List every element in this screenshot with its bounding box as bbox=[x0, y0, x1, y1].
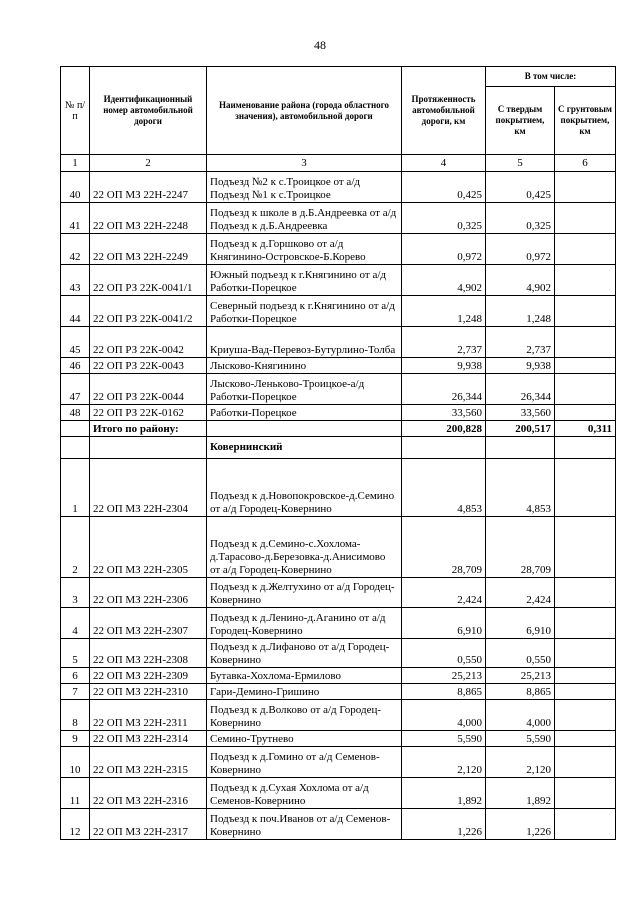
row-number: 2 bbox=[61, 517, 90, 578]
road-name: Подъезд №2 к с.Троицкое от а/д Подъезд №1 к с.Троицкое bbox=[207, 172, 402, 203]
table-row bbox=[61, 234, 616, 265]
road-id: 22 ОП РЗ 22К-0041/2 bbox=[90, 296, 207, 327]
total-empty-cell bbox=[61, 421, 90, 437]
road-name: Работки-Порецкое bbox=[207, 405, 402, 421]
road-id: 22 ОП МЗ 22Н-2248 bbox=[90, 203, 207, 234]
road-length: 2,737 bbox=[402, 327, 486, 358]
district-empty-cell bbox=[90, 437, 207, 459]
table-row bbox=[61, 374, 616, 405]
row-number: 45 bbox=[61, 327, 90, 358]
road-id: 22 ОП МЗ 22Н-2247 bbox=[90, 172, 207, 203]
hard-surface-length: 5,590 bbox=[486, 731, 555, 747]
table-row bbox=[61, 517, 616, 578]
road-id: 22 ОП МЗ 22Н-2310 bbox=[90, 684, 207, 700]
row-number: 6 bbox=[61, 668, 90, 684]
road-length: 26,344 bbox=[402, 374, 486, 405]
road-length: 6,910 bbox=[402, 608, 486, 639]
road-id: 22 ОП МЗ 22Н-2309 bbox=[90, 668, 207, 684]
road-id: 22 ОП РЗ 22К-0042 bbox=[90, 327, 207, 358]
road-name: Подъезд к д.Семино-с.Хохлома-д.Тарасово-д.Березовка-д.Анисимово от а/д Городец-Ковернино bbox=[207, 517, 402, 578]
table-row bbox=[61, 809, 616, 840]
hard-surface-length: 4,000 bbox=[486, 700, 555, 731]
row-number: 8 bbox=[61, 700, 90, 731]
row-number: 44 bbox=[61, 296, 90, 327]
road-name: Северный подъезд к г.Княгинино от а/д Работки-Порецкое bbox=[207, 296, 402, 327]
road-id: 22 ОП МЗ 22Н-2317 bbox=[90, 809, 207, 840]
road-length: 5,590 bbox=[402, 731, 486, 747]
column-number: 2 bbox=[90, 155, 207, 172]
row-number: 9 bbox=[61, 731, 90, 747]
dirt-surface-length bbox=[555, 778, 616, 809]
row-number: 42 bbox=[61, 234, 90, 265]
district-empty-cell bbox=[61, 437, 90, 459]
col-header-hard: С твердым покрытием, км bbox=[486, 87, 555, 155]
table-row bbox=[61, 684, 616, 700]
col-header-id: Идентификационный номер автомобильной дороги bbox=[90, 67, 207, 155]
road-id: 22 ОП РЗ 22К-0043 bbox=[90, 358, 207, 374]
hard-surface-length: 25,213 bbox=[486, 668, 555, 684]
row-number: 43 bbox=[61, 265, 90, 296]
hard-surface-length: 28,709 bbox=[486, 517, 555, 578]
table-row bbox=[61, 265, 616, 296]
hard-surface-length: 2,737 bbox=[486, 327, 555, 358]
road-name: Бутавка-Хохлома-Ермилово bbox=[207, 668, 402, 684]
dirt-surface-length bbox=[555, 578, 616, 608]
hard-surface-length: 4,853 bbox=[486, 459, 555, 517]
hard-surface-length: 1,892 bbox=[486, 778, 555, 809]
road-name: Гари-Демино-Гришино bbox=[207, 684, 402, 700]
row-number: 48 bbox=[61, 405, 90, 421]
column-number-row bbox=[61, 155, 616, 172]
row-number: 4 bbox=[61, 608, 90, 639]
road-name: Южный подъезд к г.Княгинино от а/д Работки-Порецкое bbox=[207, 265, 402, 296]
road-id: 22 ОП РЗ 22К-0162 bbox=[90, 405, 207, 421]
table-row bbox=[61, 639, 616, 668]
dirt-surface-length bbox=[555, 517, 616, 578]
road-id: 22 ОП МЗ 22Н-2311 bbox=[90, 700, 207, 731]
dirt-surface-length bbox=[555, 700, 616, 731]
dirt-surface-length bbox=[555, 374, 616, 405]
hard-surface-length: 2,424 bbox=[486, 578, 555, 608]
row-number: 40 bbox=[61, 172, 90, 203]
dirt-surface-length bbox=[555, 327, 616, 358]
dirt-surface-length bbox=[555, 684, 616, 700]
dirt-surface-length bbox=[555, 296, 616, 327]
hard-surface-length: 1,248 bbox=[486, 296, 555, 327]
hard-surface-length: 9,938 bbox=[486, 358, 555, 374]
road-name: Подъезд к поч.Иванов от а/д Семенов-Ковернино bbox=[207, 809, 402, 840]
road-length: 0,972 bbox=[402, 234, 486, 265]
dirt-surface-length bbox=[555, 608, 616, 639]
table-row bbox=[61, 296, 616, 327]
road-name: Подъезд к д.Сухая Хохлома от а/д Семенов-Ковернино bbox=[207, 778, 402, 809]
road-length: 9,938 bbox=[402, 358, 486, 374]
table-row bbox=[61, 358, 616, 374]
table-row bbox=[61, 778, 616, 809]
row-number: 47 bbox=[61, 374, 90, 405]
road-length: 1,248 bbox=[402, 296, 486, 327]
col-header-num: № п/п bbox=[61, 67, 90, 155]
table-row bbox=[61, 731, 616, 747]
road-length: 33,560 bbox=[402, 405, 486, 421]
dirt-surface-length bbox=[555, 731, 616, 747]
row-number: 46 bbox=[61, 358, 90, 374]
district-row bbox=[61, 437, 616, 459]
district-empty-cell bbox=[402, 437, 486, 459]
row-number: 3 bbox=[61, 578, 90, 608]
road-length: 2,424 bbox=[402, 578, 486, 608]
road-length: 28,709 bbox=[402, 517, 486, 578]
road-id: 22 ОП МЗ 22Н-2308 bbox=[90, 639, 207, 668]
road-name: Семино-Трутнево bbox=[207, 731, 402, 747]
road-id: 22 ОП МЗ 22Н-2304 bbox=[90, 459, 207, 517]
district-empty-cell bbox=[555, 437, 616, 459]
row-number: 1 bbox=[61, 459, 90, 517]
dirt-surface-length bbox=[555, 172, 616, 203]
road-length: 4,000 bbox=[402, 700, 486, 731]
road-id: 22 ОП МЗ 22Н-2307 bbox=[90, 608, 207, 639]
hard-surface-length: 0,972 bbox=[486, 234, 555, 265]
road-name: Подъезд к д.Волково от а/д Городец-Ковернино bbox=[207, 700, 402, 731]
dirt-surface-length bbox=[555, 668, 616, 684]
table-row bbox=[61, 459, 616, 517]
road-length: 1,892 bbox=[402, 778, 486, 809]
dirt-surface-length bbox=[555, 203, 616, 234]
dirt-surface-length bbox=[555, 747, 616, 778]
district-empty-cell bbox=[486, 437, 555, 459]
table-row bbox=[61, 172, 616, 203]
page-number: 48 bbox=[314, 38, 326, 52]
row-number: 12 bbox=[61, 809, 90, 840]
row-number: 41 bbox=[61, 203, 90, 234]
dirt-surface-length bbox=[555, 639, 616, 668]
table-row bbox=[61, 668, 616, 684]
dirt-surface-length bbox=[555, 358, 616, 374]
table-row bbox=[61, 578, 616, 608]
road-length: 1,226 bbox=[402, 809, 486, 840]
road-id: 22 ОП МЗ 22Н-2305 bbox=[90, 517, 207, 578]
dirt-surface-length bbox=[555, 459, 616, 517]
road-name: Лысково-Княгинино bbox=[207, 358, 402, 374]
roads-table bbox=[60, 66, 616, 840]
table-row bbox=[61, 700, 616, 731]
hard-surface-length: 26,344 bbox=[486, 374, 555, 405]
road-length: 25,213 bbox=[402, 668, 486, 684]
col-header-length: Протяженность автомобильной дороги, км bbox=[402, 67, 486, 155]
column-number: 5 bbox=[486, 155, 555, 172]
dirt-surface-length bbox=[555, 809, 616, 840]
road-length: 8,865 bbox=[402, 684, 486, 700]
road-name: Подъезд к д.Желтухино от а/д Городец-Ковернино bbox=[207, 578, 402, 608]
column-number: 6 bbox=[555, 155, 616, 172]
col-header-including: В том числе: bbox=[486, 67, 616, 87]
road-id: 22 ОП РЗ 22К-0041/1 bbox=[90, 265, 207, 296]
total-empty-cell bbox=[207, 421, 402, 437]
road-length: 0,425 bbox=[402, 172, 486, 203]
row-number: 10 bbox=[61, 747, 90, 778]
hard-surface-length: 0,425 bbox=[486, 172, 555, 203]
row-number: 7 bbox=[61, 684, 90, 700]
road-length: 2,120 bbox=[402, 747, 486, 778]
road-length: 0,550 bbox=[402, 639, 486, 668]
col-header-name: Наименование района (города областного значения), автомобильной дороги bbox=[207, 67, 402, 155]
total-row bbox=[61, 421, 616, 437]
total-label: Итого по району: bbox=[90, 421, 207, 437]
road-name: Подъезд к д.Ленино-д.Аганино от а/д Городец-Ковернино bbox=[207, 608, 402, 639]
hard-surface-length: 2,120 bbox=[486, 747, 555, 778]
dirt-surface-length bbox=[555, 405, 616, 421]
road-id: 22 ОП МЗ 22Н-2315 bbox=[90, 747, 207, 778]
road-name: Лысково-Ленькoво-Троицкое-а/д Работки-Порецкое bbox=[207, 374, 402, 405]
hard-surface-length: 0,550 bbox=[486, 639, 555, 668]
hard-surface-length: 1,226 bbox=[486, 809, 555, 840]
road-length: 0,325 bbox=[402, 203, 486, 234]
dirt-surface-length bbox=[555, 234, 616, 265]
hard-surface-length: 4,902 bbox=[486, 265, 555, 296]
road-id: 22 ОП МЗ 22Н-2316 bbox=[90, 778, 207, 809]
column-number: 1 bbox=[61, 155, 90, 172]
table-row bbox=[61, 608, 616, 639]
hard-surface-length: 6,910 bbox=[486, 608, 555, 639]
road-length: 4,902 bbox=[402, 265, 486, 296]
column-number: 4 bbox=[402, 155, 486, 172]
road-name: Подъезд к школе в д.Б.Андреевка от а/д Подъезд к д.Б.Андреевка bbox=[207, 203, 402, 234]
table-row bbox=[61, 203, 616, 234]
hard-surface-length: 0,325 bbox=[486, 203, 555, 234]
total-hard: 200,517 bbox=[486, 421, 555, 437]
road-id: 22 ОП МЗ 22Н-2249 bbox=[90, 234, 207, 265]
road-id: 22 ОП МЗ 22Н-2306 bbox=[90, 578, 207, 608]
road-id: 22 ОП МЗ 22Н-2314 bbox=[90, 731, 207, 747]
road-id: 22 ОП РЗ 22К-0044 bbox=[90, 374, 207, 405]
col-header-dirt: С грунтовым покрытием, км bbox=[555, 87, 616, 155]
district-name: Ковернинский bbox=[207, 437, 402, 459]
total-length: 200,828 bbox=[402, 421, 486, 437]
hard-surface-length: 8,865 bbox=[486, 684, 555, 700]
road-length: 4,853 bbox=[402, 459, 486, 517]
road-name: Подъезд к д.Горшково от а/д Княгинино-Островское-Б.Корево bbox=[207, 234, 402, 265]
table-row bbox=[61, 405, 616, 421]
row-number: 11 bbox=[61, 778, 90, 809]
table-row bbox=[61, 327, 616, 358]
hard-surface-length: 33,560 bbox=[486, 405, 555, 421]
dirt-surface-length bbox=[555, 265, 616, 296]
road-name: Подъезд к д.Новопокровское-д.Семино от а/д Городец-Ковернино bbox=[207, 459, 402, 517]
road-name: Криуша-Вад-Перевоз-Бутурлино-Толба bbox=[207, 327, 402, 358]
road-name: Подъезд к д.Гомино от а/д Семенов-Ковернино bbox=[207, 747, 402, 778]
row-number: 5 bbox=[61, 639, 90, 668]
table-row bbox=[61, 747, 616, 778]
road-name: Подъезд к д.Лифаново от а/д Городец-Ковернино bbox=[207, 639, 402, 668]
total-dirt: 0,311 bbox=[555, 421, 616, 437]
column-number: 3 bbox=[207, 155, 402, 172]
